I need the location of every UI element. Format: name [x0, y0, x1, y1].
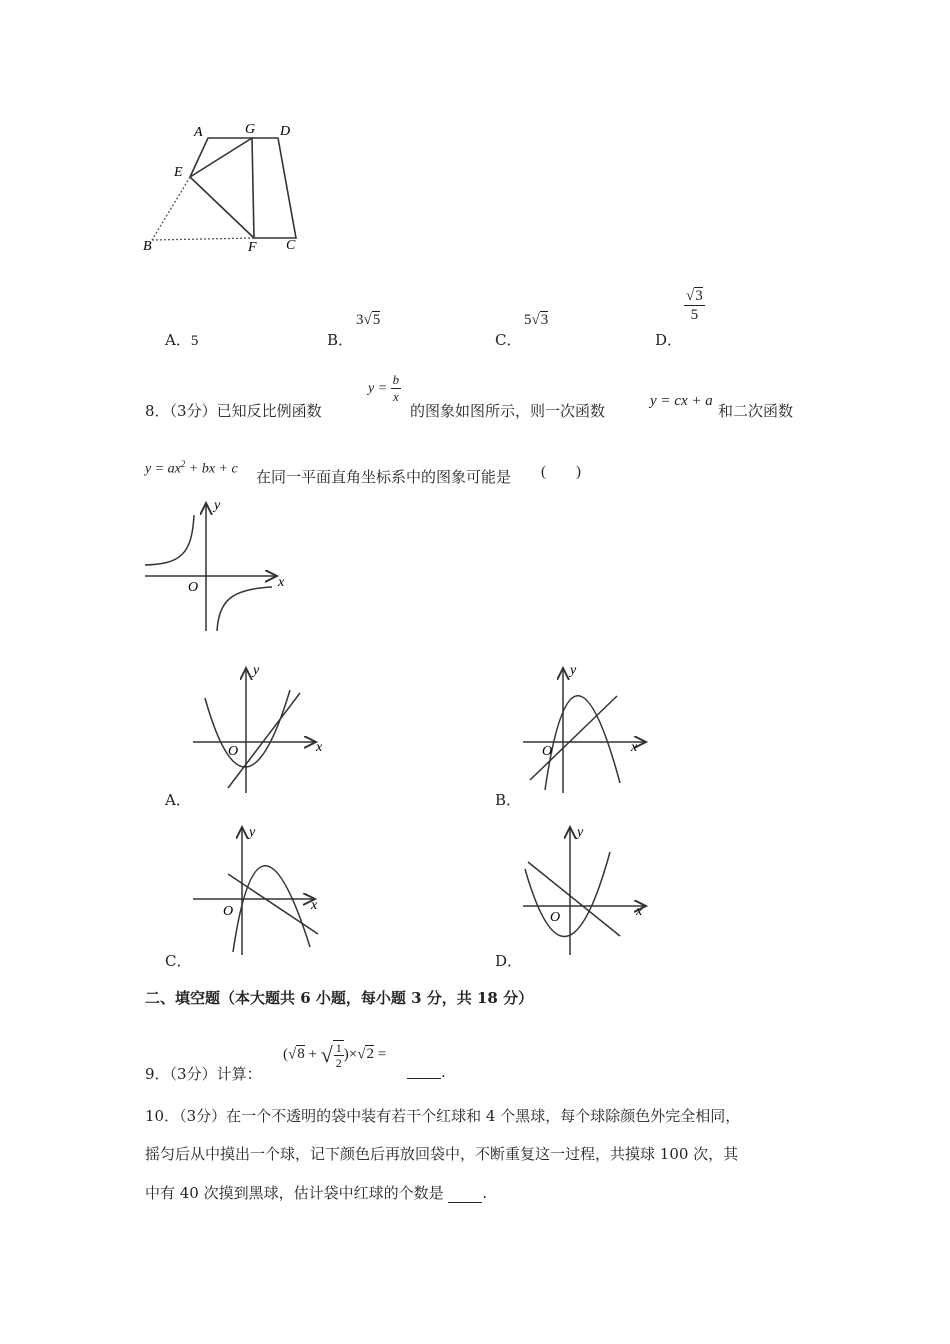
segment-GF — [252, 138, 254, 238]
q8-mid-text-2: 和二次函数 — [718, 402, 794, 420]
q8-mid-text-1: 的图象如图所示，则一次函数 — [410, 402, 606, 420]
q10-line-1: 10．（3分）在一个不透明的袋中装有若干个红球和 4 个黑球，每个球除颜色外完全相同， — [145, 1107, 741, 1125]
q8-option-b-label[interactable]: B． — [495, 791, 522, 809]
q8-bracket: ( ) — [541, 464, 581, 480]
q9-expression: (√8 + √ $\frac{1}{2}$ )×√2 = — [283, 1041, 387, 1070]
q8-option-a-graph[interactable] — [190, 660, 340, 795]
origin-label: O — [550, 910, 561, 925]
q7-option-d-value: $\frac{√3}{5}$ — [686, 288, 703, 323]
q8-option-c-label[interactable]: C． — [165, 952, 192, 970]
axis-label-y: y — [570, 663, 577, 678]
parabola — [545, 696, 620, 790]
axis-label-x: x — [278, 575, 285, 590]
line — [530, 696, 617, 780]
label-A: A — [194, 125, 203, 140]
axis-label-x: x — [636, 904, 643, 919]
q10-line-2: 摇匀后从中摸出一个球，记下颜色后再放回袋中，不断重复这一过程，共摸球 100 次，其 — [145, 1145, 739, 1163]
q7-option-c-value: 5√3 — [524, 312, 549, 328]
dotted-EB — [152, 177, 190, 240]
line — [528, 862, 620, 936]
q7-option-a[interactable] — [165, 329, 198, 350]
q8-hyperbola-graph — [140, 495, 295, 635]
q7-trapezoid-figure — [138, 118, 318, 258]
q7-option-d[interactable] — [655, 329, 682, 350]
label-E: E — [174, 165, 183, 180]
label-G: G — [245, 122, 256, 137]
origin-label: O — [542, 744, 553, 759]
parabola — [233, 866, 310, 952]
line — [228, 693, 300, 788]
q10-suffix: . — [482, 1184, 488, 1202]
q8-option-b-graph[interactable] — [520, 660, 670, 795]
q8-formula-inverse: y = $\frac{b}{x}$ — [368, 372, 400, 404]
q9-suffix: . — [441, 1063, 446, 1081]
option-label: C． — [495, 331, 522, 349]
q10-line-3-text: 中有 40 次摸到黑球，估计袋中红球的个数是 — [145, 1184, 444, 1202]
segment-EF — [190, 177, 254, 238]
q10-line-3 — [145, 1182, 487, 1203]
dotted-BF — [152, 238, 254, 240]
q8-option-c-graph[interactable] — [190, 822, 340, 957]
q9-prefix: 9．（3分）计算： — [145, 1065, 262, 1083]
q7-option-b[interactable] — [327, 329, 353, 350]
axis-label-x: x — [316, 740, 323, 755]
parabola — [205, 690, 290, 767]
q8-option-d-label[interactable]: D． — [495, 952, 523, 970]
q8-option-d-graph[interactable] — [520, 822, 670, 957]
hyperbola-branch-right — [217, 587, 272, 631]
option-label: A． — [165, 331, 191, 349]
trapezoid-outline — [190, 138, 296, 238]
axis-label-y: y — [214, 498, 221, 513]
hyperbola-branch-left — [145, 515, 194, 565]
q8-formula-quadratic: $y = ax^2$ + bx + c — [145, 459, 238, 477]
origin-label: O — [228, 744, 239, 759]
label-D: D — [280, 124, 291, 139]
q7-option-c[interactable] — [495, 329, 521, 350]
option-label: D． — [655, 331, 683, 349]
q9-answer-blank[interactable] — [407, 1064, 441, 1079]
q8-option-a-label[interactable]: A． — [165, 791, 191, 809]
q8-tail-text: 在同一平面直角坐标系中的图象可能是 — [256, 468, 512, 486]
axis-label-y: y — [253, 663, 260, 678]
q10-answer-blank[interactable] — [448, 1188, 482, 1203]
label-F: F — [248, 240, 257, 255]
label-B: B — [143, 239, 152, 254]
origin-label: O — [188, 580, 199, 595]
q8-formula-linear: y = cx + a — [650, 393, 713, 409]
axis-label-y: y — [577, 825, 584, 840]
axis-label-x: x — [631, 740, 638, 755]
section-2-heading: 二、填空题（本大题共 6 小题，每小题 3 分，共 18 分） — [145, 989, 534, 1007]
axis-label-x: x — [311, 898, 318, 913]
label-C: C — [286, 238, 296, 253]
q8-number: 8．（3分）已知反比例函数 — [145, 402, 322, 420]
option-label: B． — [327, 331, 354, 349]
origin-label: O — [223, 904, 234, 919]
option-value: 5 — [190, 333, 199, 349]
axis-label-y: y — [249, 825, 256, 840]
q7-option-b-value: 3√5 — [356, 312, 381, 328]
